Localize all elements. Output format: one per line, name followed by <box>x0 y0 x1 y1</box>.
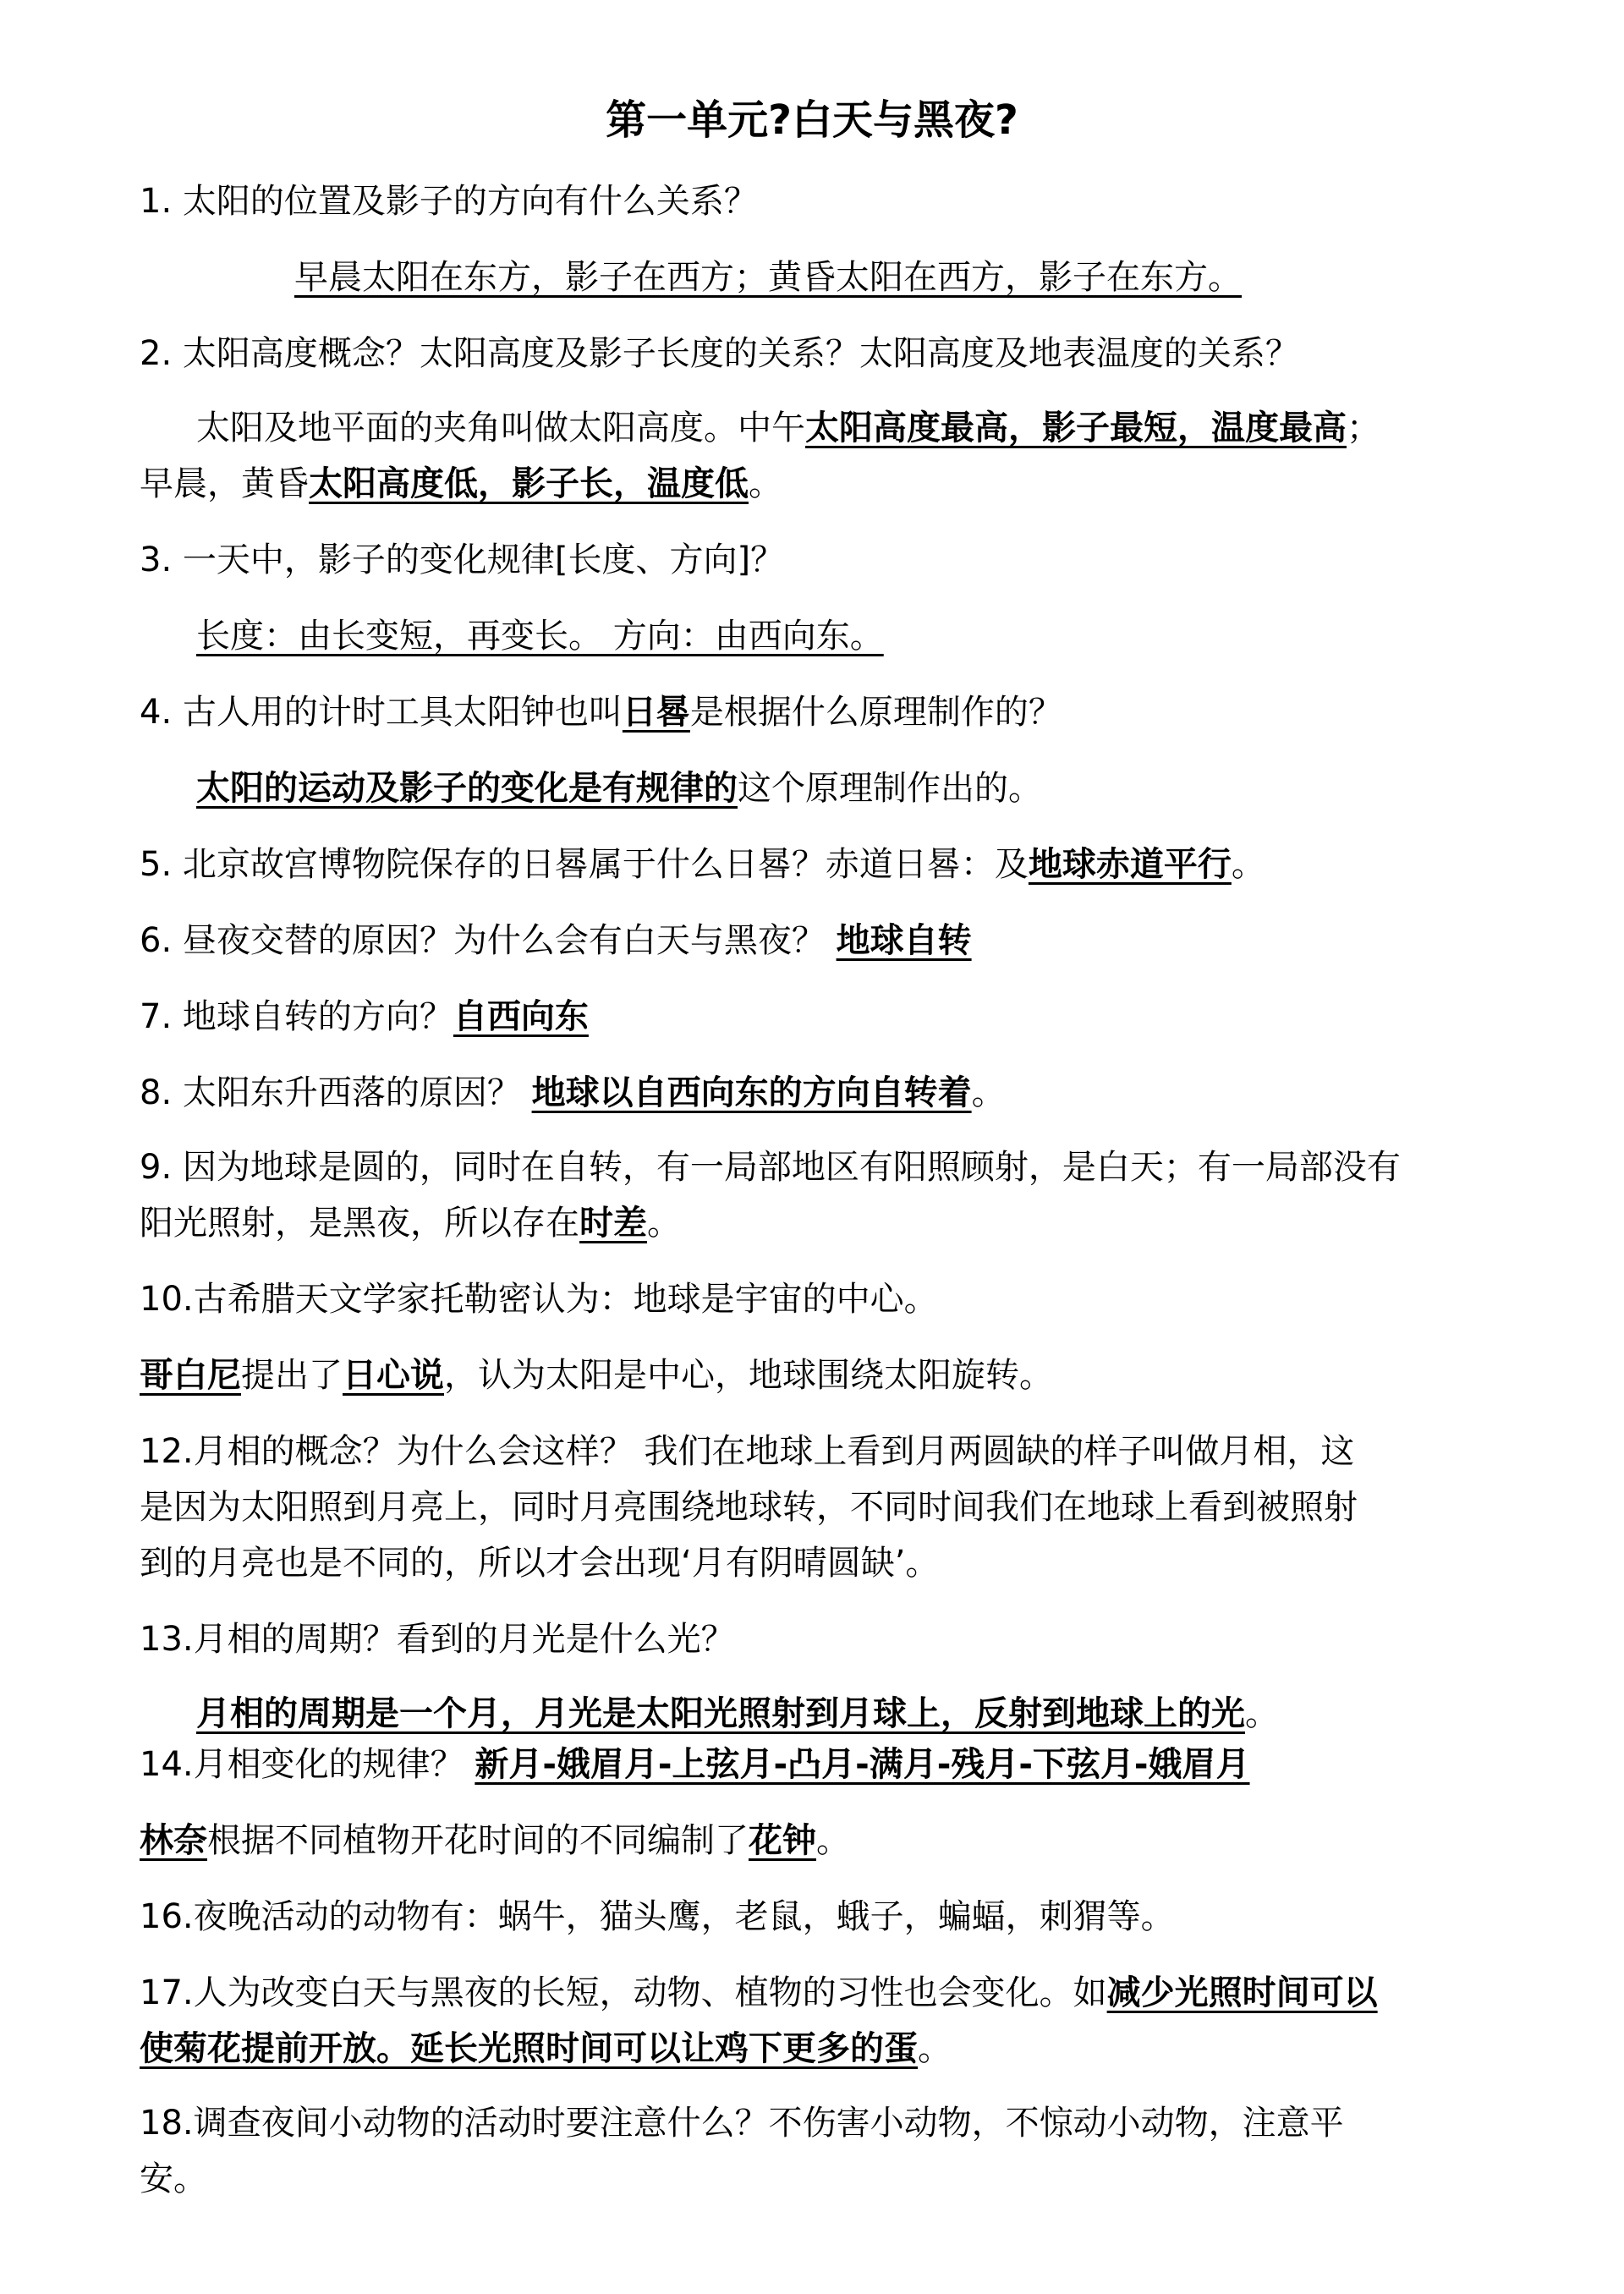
question-8-punct: 。 <box>971 1073 1006 1112</box>
item-9-emphasis: 时差 <box>579 1204 647 1243</box>
item-9-text: 阳光照射，是黑夜，所以存在 <box>140 1204 579 1243</box>
question-14 <box>140 1742 1250 1786</box>
item-17-emphasis: 减少光照时间可以 <box>1106 1973 1378 2012</box>
question-4 <box>140 690 1062 734</box>
item-15-name: 林奈 <box>140 1821 207 1860</box>
item-11-emphasis: 日心说 <box>343 1356 444 1395</box>
item-17b-punct: 。 <box>918 2029 952 2068</box>
item-9-line-1: 9. 因为地球是圆的，同时在自转，有一局部地区有阳照顾射，是白天；有一局部没有 <box>140 1148 1401 1187</box>
answer-2b-emphasis: 太阳高度低，影子长，温度低 <box>309 464 749 503</box>
question-14-text: 14.月相变化的规律？ <box>140 1745 475 1784</box>
item-17-line-1 <box>140 1971 1378 2015</box>
item-15-text: 根据不同植物开花时间的不同编制了 <box>207 1821 749 1860</box>
answer-13 <box>196 1692 1279 1736</box>
item-12-line-1: 12.月相的概念？为什么会这样？ 我们在地球上看到月两圆缺的样子叫做月相，这 <box>140 1432 1355 1471</box>
item-11 <box>140 1353 1053 1397</box>
answer-2-text: 太阳及地平面的夹角叫做太阳高度。中午 <box>196 409 805 447</box>
answer-4-emphasis: 太阳的运动及影子的变化是有规律的 <box>196 769 738 808</box>
item-17b-emphasis: 使菊花提前开放。延长光照时间可以让鸡下更多的蛋 <box>140 2029 918 2068</box>
question-4-text: 4. 古人用的计时工具太阳钟也叫 <box>140 693 623 732</box>
answer-3: 长度：由长变短，再变长。 方向：由西向东。 <box>196 617 884 656</box>
question-7 <box>140 995 589 1039</box>
answer-13-punct: 。 <box>1245 1694 1279 1733</box>
question-4-rest: 是根据什么原理制作的？ <box>689 693 1062 732</box>
item-9-line-2 <box>140 1201 681 1245</box>
answer-1: 早晨太阳在东方，影子在西方；黄昏太阳在西方，影子在东方。 <box>294 258 1242 297</box>
item-11-text: 提出了 <box>241 1356 343 1395</box>
question-13: 13.月相的周期？看到的月光是什么光？ <box>140 1620 735 1659</box>
item-15-emphasis: 花钟 <box>749 1821 816 1860</box>
item-11-name: 哥白尼 <box>140 1356 241 1395</box>
item-9-punct: 。 <box>647 1204 681 1243</box>
item-16: 16.夜晚活动的动物有：蜗牛，猫头鹰，老鼠，蛾子，蝙蝠，刺猬等。 <box>140 1897 1175 1936</box>
question-8 <box>140 1071 1006 1115</box>
item-18-line-1: 18.调查夜间小动物的活动时要注意什么？不伤害小动物，不惊动小动物，注意平 <box>140 2104 1344 2143</box>
item-12-line-2: 是因为太阳照到月亮上，同时月亮围绕地球转，不同时间我们在地球上看到被照射 <box>140 1488 1358 1527</box>
answer-2b-punct: 。 <box>749 464 782 503</box>
question-6-emphasis: 地球自转 <box>836 921 972 960</box>
item-12-line-3: 到的月亮也是不同的，所以才会出现‘月有阴晴圆缺’。 <box>140 1544 940 1583</box>
question-1: 1. 太阳的位置及影子的方向有什么关系？ <box>140 182 758 221</box>
answer-4-rest: 这个原理制作出的。 <box>738 769 1042 808</box>
item-17-line-2 <box>140 2027 952 2071</box>
question-5 <box>140 842 1265 886</box>
answer-2-line-1 <box>196 406 1380 450</box>
question-5-emphasis: 地球赤道平行 <box>1028 845 1232 884</box>
answer-2-emphasis: 太阳高度最高，影子最短，温度最高 <box>805 409 1347 447</box>
question-6-text: 6. 昼夜交替的原因？为什么会有白天与黑夜？ <box>140 921 837 960</box>
item-18-line-2: 安。 <box>140 2160 207 2198</box>
answer-2b-text: 早晨，黄昏 <box>140 464 309 503</box>
question-14-emphasis: 新月-娥眉月-上弦月-凸月-满月-残月-下弦月-娥眉月 <box>475 1745 1250 1784</box>
question-5-text: 5. 北京故宫博物院保存的日晷属于什么日晷？赤道日晷：及 <box>140 845 1029 884</box>
item-15 <box>140 1819 850 1863</box>
item-17-text: 17.人为改变白天与黑夜的长短，动物、植物的习性也会变化。如 <box>140 1973 1107 2012</box>
item-11-rest: ，认为太阳是中心，地球围绕太阳旋转。 <box>444 1356 1053 1395</box>
answer-4 <box>196 766 1042 810</box>
answer-13-emphasis: 月相的周期是一个月，月光是太阳光照射到月球上，反射到地球上的光 <box>196 1694 1245 1733</box>
question-4-emphasis: 日晷 <box>622 693 690 732</box>
answer-2-punct: ； <box>1347 409 1380 447</box>
question-3: 3. 一天中，影子的变化规律[长度、方向]？ <box>140 541 785 579</box>
question-7-emphasis: 自西向东 <box>453 997 589 1036</box>
answer-2-line-2 <box>140 462 782 506</box>
question-6 <box>140 919 972 963</box>
question-8-emphasis: 地球以自西向东的方向自转着 <box>531 1073 972 1112</box>
question-8-text: 8. 太阳东升西落的原因？ <box>140 1073 532 1112</box>
question-7-text: 7. 地球自转的方向？ <box>140 997 453 1036</box>
item-15-punct: 。 <box>816 1821 850 1860</box>
item-10: 10.古希腊天文学家托勒密认为：地球是宇宙的中心。 <box>140 1280 938 1319</box>
question-2: 2. 太阳高度概念？太阳高度及影子长度的关系？太阳高度及地表温度的关系？ <box>140 334 1299 373</box>
question-5-punct: 。 <box>1231 845 1265 884</box>
page-title: 第一单元?白天与黑夜? <box>606 96 1018 144</box>
